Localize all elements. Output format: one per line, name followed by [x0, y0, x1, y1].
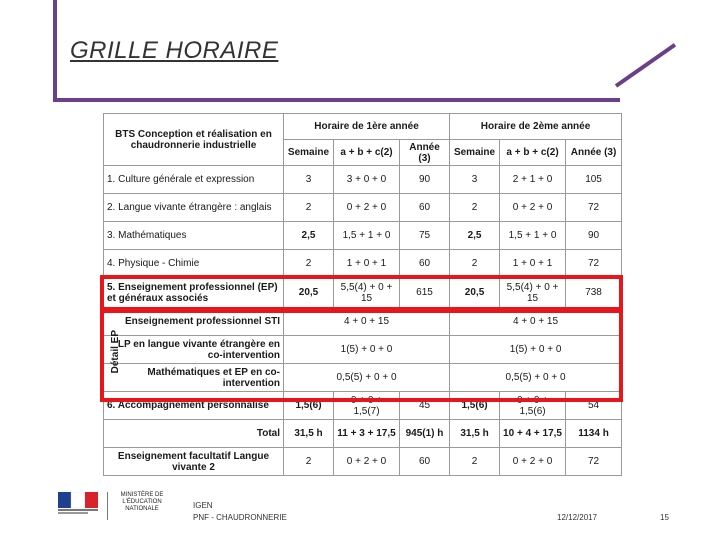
cell: 3	[284, 166, 334, 194]
subheader-cell: Semaine	[284, 140, 334, 166]
cell: 3	[450, 166, 500, 194]
cell: 45	[400, 392, 450, 420]
cell: 2 + 1 + 0	[500, 166, 566, 194]
cell: 0 + 2 + 0	[500, 194, 566, 222]
cell: 2	[284, 448, 334, 476]
cell: 0 + 2 + 0	[334, 448, 400, 476]
table-row	[104, 166, 622, 194]
cell: 60	[400, 250, 450, 278]
cell: 72	[566, 194, 622, 222]
year2-header: Horaire de 2ème année	[450, 114, 622, 140]
row-label: 6. Accompagnement personnalisé	[104, 392, 284, 420]
detail-label: Enseignement professionnel STI	[104, 308, 284, 336]
cell: 945(1) h	[400, 420, 450, 448]
cell: 105	[566, 166, 622, 194]
cell: 11 + 3 + 17,5	[334, 420, 400, 448]
cell: 1(5) + 0 + 0	[284, 336, 450, 364]
cell: 2,5	[284, 222, 334, 250]
cell: 1,5 + 1 + 0	[334, 222, 400, 250]
row-label: 5. Enseignement professionnel (EP) et généraux associés	[104, 278, 284, 308]
republic-logo-icon	[58, 492, 98, 516]
cell: 1,5 + 1 + 0	[500, 222, 566, 250]
cell: 738	[566, 278, 622, 308]
table-row	[104, 448, 622, 476]
slide-frame-left	[53, 0, 57, 100]
cell: 1 + 0 + 1	[334, 250, 400, 278]
footer-date: 12/12/2017	[557, 513, 598, 522]
subheader-cell: Semaine	[450, 140, 500, 166]
table-row	[104, 250, 622, 278]
cell: 0,5(5) + 0 + 0	[450, 364, 622, 392]
cell: 0 + 2 + 0	[500, 448, 566, 476]
page-number: 15	[660, 513, 669, 522]
cell: 4 + 0 + 15	[284, 308, 450, 336]
cell: 2	[450, 194, 500, 222]
cell: 90	[566, 222, 622, 250]
cell: 5,5(4) + 0 + 15	[334, 278, 400, 308]
row-label: 1. Culture générale et expression	[104, 166, 284, 194]
cell: 0 + 0 + 1,5(7)	[334, 392, 400, 420]
table-row	[104, 222, 622, 250]
cell: 2	[284, 250, 334, 278]
cell: 20,5	[284, 278, 334, 308]
row-label: Total	[104, 420, 284, 448]
detail-ep-label: Détail EP	[109, 330, 121, 374]
cell: 2	[450, 448, 500, 476]
cell: 10 + 4 + 17,5	[500, 420, 566, 448]
table-row	[104, 194, 622, 222]
cell: 1(5) + 0 + 0	[450, 336, 622, 364]
cell: 31,5 h	[450, 420, 500, 448]
slide-frame-diagonal	[615, 43, 676, 88]
detail-label: Mathématiques et EP en co-intervention	[104, 364, 284, 392]
cell: 3 + 0 + 0	[334, 166, 400, 194]
cell: 5,5(4) + 0 + 15	[500, 278, 566, 308]
table-corner: BTS Conception et réalisation en chaudronnerie industrielle	[104, 114, 284, 166]
cell: 75	[400, 222, 450, 250]
subheader-cell: a + b + c(2)	[500, 140, 566, 166]
row-label: 4. Physique - Chimie	[104, 250, 284, 278]
row-label: 3. Mathématiques	[104, 222, 284, 250]
cell: 54	[566, 392, 622, 420]
row-label: 2. Langue vivante étrangère : anglais	[104, 194, 284, 222]
cell: 72	[566, 448, 622, 476]
cell: 1134 h	[566, 420, 622, 448]
cell: 1,5(6)	[450, 392, 500, 420]
detail-label: LP en langue vivante étrangère en co-intervention	[104, 336, 284, 364]
cell: 60	[400, 448, 450, 476]
slide-frame-bottom	[53, 98, 620, 102]
cell: 2,5	[450, 222, 500, 250]
cell: 0 + 0 + 1,5(6)	[500, 392, 566, 420]
cell: 4 + 0 + 15	[450, 308, 622, 336]
cell: 2	[284, 194, 334, 222]
cell: 0,5(5) + 0 + 0	[284, 364, 450, 392]
logo-divider	[107, 492, 108, 520]
cell: 1 + 0 + 1	[500, 250, 566, 278]
year1-header: Horaire de 1ère année	[284, 114, 450, 140]
highlight-box-detail	[100, 309, 623, 402]
cell: 1,5(6)	[284, 392, 334, 420]
subheader-cell: a + b + c(2)	[334, 140, 400, 166]
cell: 2	[450, 250, 500, 278]
cell: 0 + 2 + 0	[334, 194, 400, 222]
cell: 90	[400, 166, 450, 194]
subheader-cell: Année (3)	[400, 140, 450, 166]
footer-org: IGEN	[193, 501, 213, 510]
footer-subtitle: PNF - CHAUDRONNERIE	[193, 513, 287, 522]
slide-title: GRILLE HORAIRE	[70, 37, 279, 64]
ministry-text: MINISTÈRE DE L'ÉDUCATION NATIONALE	[120, 492, 164, 512]
highlight-box-ep	[100, 275, 623, 311]
subheader-cell: Année (3)	[566, 140, 622, 166]
cell: 31,5 h	[284, 420, 334, 448]
row-label: Enseignement facultatif Langue vivante 2	[104, 448, 284, 476]
cell: 615	[400, 278, 450, 308]
cell: 20,5	[450, 278, 500, 308]
cell: 60	[400, 194, 450, 222]
total-row	[104, 420, 622, 448]
cell: 72	[566, 250, 622, 278]
